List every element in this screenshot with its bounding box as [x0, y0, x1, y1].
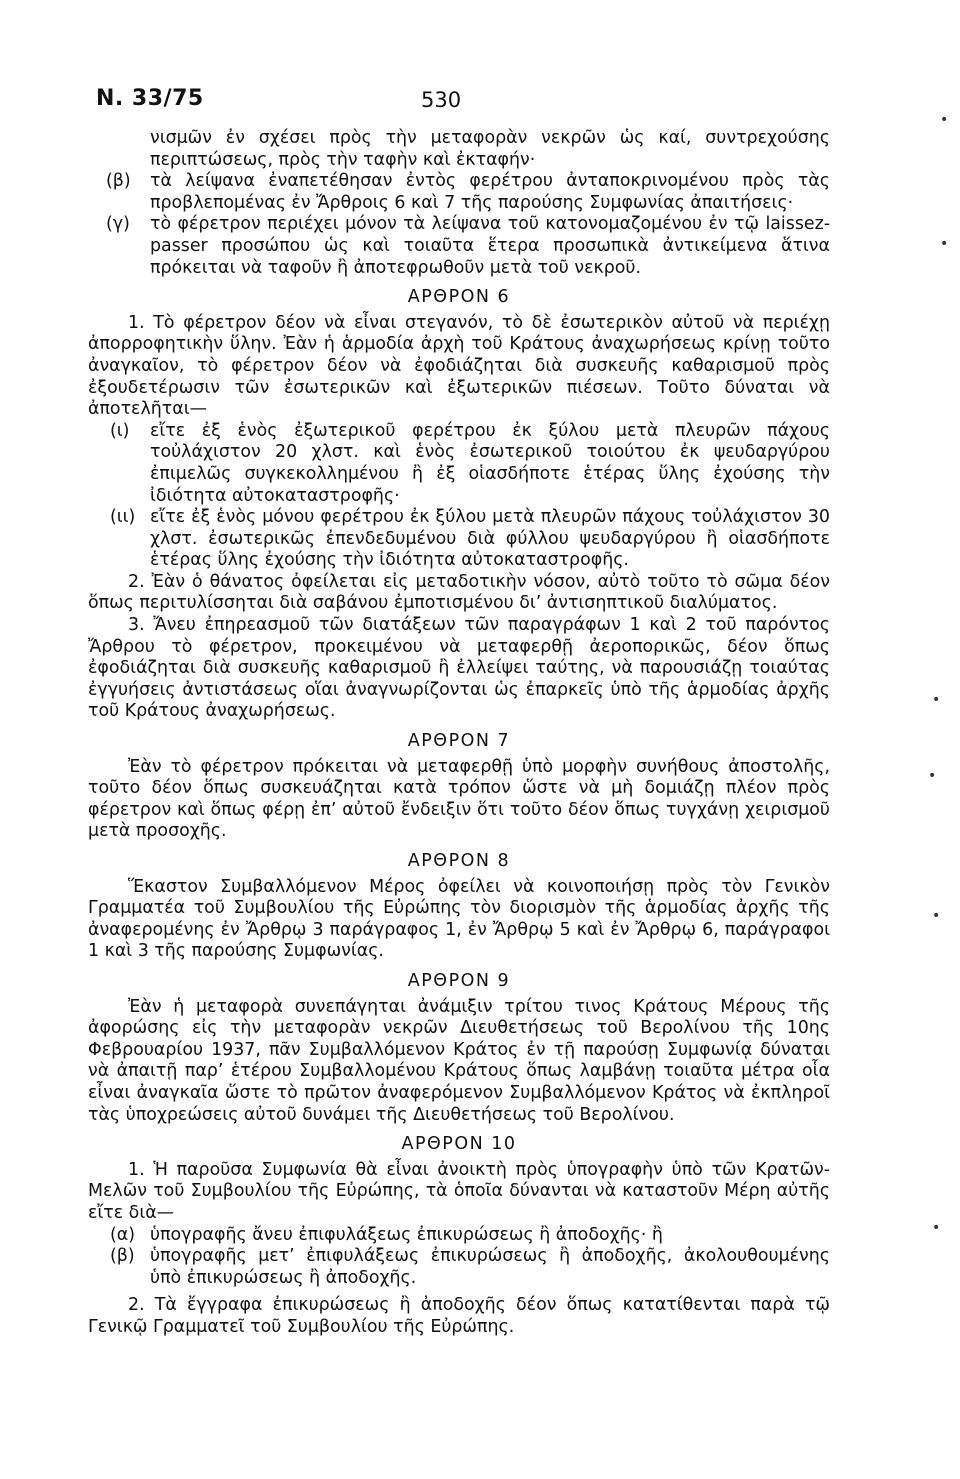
paragraph: 1. Ἡ παροῦσα Συμφωνία θὰ εἶναι ἀνοικτὴ πρὸς ὑπογραφὴν ὑπὸ τῶν Κρατῶν-Μελῶν τοῦ Συμβουλίου τῆς Εὐρώπης, τὰ ὁποῖα δύνανται νὰ καταστοῦν Μέρη αὐτῆς εἴτε διὰ—	[88, 1159, 830, 1223]
scan-mark: •	[940, 112, 949, 128]
list-item	[88, 171, 830, 214]
intro-paragraph: νισμῶν ἐν σχέσει πρὸς τὴν μεταφορὰν νεκρῶν ὡς καί, συντρεχούσης περιπτώσεως, πρὸς τὴν ταφὴν καὶ ἐκταφήν·	[150, 128, 830, 170]
item-text: ὑπογραφῆς ἄνευ ἐπιφυλάξεως ἐπικυρώσεως ἢ ἀποδοχῆς· ἢ	[150, 1224, 663, 1245]
item-label: (β)	[106, 171, 131, 192]
list-item	[88, 1225, 830, 1247]
paragraph: 3. Ἄνευ ἐπηρεασμοῦ τῶν διατάξεων τῶν παραγράφων 1 καὶ 2 τοῦ παρόντος Ἄρθρου τὸ φέρετρον, προκειμένου νὰ μεταφερθῇ ἀεροπορικῶς, δέον ὅπως ἐφοδιάζηται διὰ συσκευῆς καθαρισμοῦ ἢ ἐλλείψει ταύτης, νὰ παρουσιάζῃ τοιαύτας ἐγγυήσεις ἀντιστάσεως οἵαι ἀναγνωρίζονται ὡς ἐπαρκεῖς ὑπὸ τῆς ἁρμοδίας ἀρχῆς τοῦ Κράτους ἀναχωρήσεως.	[88, 615, 830, 722]
document-body	[88, 128, 830, 1338]
item-text: εἴτε ἐξ ἑνὸς μόνου φερέτρου ἐκ ξύλου μετὰ πλευρῶν πάχους τοὐλάχιστον 30 χλστ. ἐσωτερικῶς ἐπενδεδυμένου διὰ φύλλου ψευδαργύρου ἢ οἱασδήποτε ἑτέρας ὕλης ἐχούσης τὴν ἰδιότητα αὐτοκαταστροφῆς.	[150, 507, 830, 571]
article-heading: ΑΡΘΡΟΝ 8	[407, 851, 511, 871]
list-item	[88, 507, 830, 572]
item-label: (β)	[110, 1246, 135, 1267]
article-heading: ΑΡΘΡΟΝ 6	[407, 287, 511, 308]
paragraph: 1. Τὸ φέρετρον δέον νὰ εἶναι στεγανόν, τὸ δὲ ἐσωτερικὸν αὐτοῦ νὰ περιέχῃ ἀπορροφητικὴν ὕλην. Ἐὰν ἡ ἁρμοδία ἀρχὴ τοῦ Κράτους ἀναχωρήσεως κρίνῃ τοῦτο ἀναγκαῖον, τὸ φέρετρον δέον νὰ ἐφοδιάζηται διὰ συσκευῆς καθαρισμοῦ πρὸς ἐξουδετέρωσιν τῶν ἐσωτερικῶν καὶ ἐξωτερικῶν πιέσεων. Τοῦτο δύναται νὰ ἀποτελῆται—	[88, 312, 830, 420]
scan-mark: •	[940, 236, 949, 252]
item-label: (γ)	[106, 214, 130, 235]
list-item	[88, 1246, 830, 1289]
item-text: ὑπογραφῆς μετ’ ἐπιφυλάξεως ἐπικυρώσεως ἢ ἀποδοχῆς, ἀκολουθουμένης ὑπὸ ἐπικυρώσεως ἢ ἀποδοχῆς.	[150, 1246, 830, 1288]
item-label: (ιι)	[110, 507, 136, 528]
scan-mark: •	[932, 1220, 941, 1236]
item-label: (α)	[110, 1224, 136, 1245]
item-text: εἴτε ἐξ ἑνὸς ἐξωτερικοῦ φερέτρου ἐκ ξύλου μετὰ πλευρῶν πάχους τοὐλάχιστον 20 χλστ. καὶ ἑνὸς ἐσωτερικοῦ τοιούτου ἐκ ψευδαργύρου ἐπιμελῶς συγκεκολλημένου ἢ ἐξ οἱασδήποτε ἑτέρας ὕλης ἐχούσης τὴν ἰδιότητα αὐτοκαταστροφῆς·	[150, 420, 830, 506]
page-number: 530	[421, 88, 462, 112]
scan-mark: •	[932, 908, 941, 924]
scan-mark: •	[928, 768, 937, 784]
item-text: τὰ λείψανα ἐναπετέθησαν ἐντὸς φερέτρου ἀνταποκρινομένου πρὸς τὰς προβλεπομένας ἐν Ἄρθροις 6 καὶ 7 τῆς παρούσης Συμφωνίας ἀπαιτήσεις·	[150, 171, 830, 213]
item-text: τὸ φέρετρον περιέχει μόνον τὰ λείψανα τοῦ κατονομαζομένου ἐν τῷ laissez-passer προσώπου ὡς καὶ τοιαῦτα ἕτερα προσωπικὰ ἀντικείμενα ἅτινα πρόκειται νὰ ταφοῦν ἢ ἀποτεφρωθοῦν μετὰ τοῦ νεκροῦ.	[150, 214, 830, 278]
paragraph: Ἕκαστον Συμβαλλόμενον Μέρος ὀφείλει νὰ κοινοποιήσῃ πρὸς τὸν Γενικὸν Γραμματέα τοῦ Συμβουλίου τῆς Εὐρώπης τὸν διορισμὸν τῆς ἁρμοδίας ἀρχῆς τῆς ἀναφερομένης ἐν Ἄρθρῳ 3 παράγραφος 1, ἐν Ἄρθρῳ 5 καὶ ἐν Ἄρθρῳ 6, παράγραφοι 1 καὶ 3 τῆς παρούσης Συμφωνίας.	[88, 876, 830, 962]
paragraph: Ἐὰν τὸ φέρετρον πρόκειται νὰ μεταφερθῇ ὑπὸ μορφὴν συνήθους ἀποστολῆς, τοῦτο δέον ὅπως συσκευάζηται κατὰ τρόπον ὥστε νὰ μὴ δομιάζῃ πλέον πρὸς φέρετρον καὶ ὅπως φέρῃ ἐπ’ αὐτοῦ ἔνδειξιν ὅτι τοῦτο δέον ὅπως τυγχάνῃ χειρισμοῦ μετὰ προσοχῆς.	[88, 756, 830, 842]
paragraph: Ἐὰν ἡ μεταφορὰ συνεπάγηται ἀνάμιξιν τρίτου τινος Κράτους Μέρους τῆς ἀφορώσης εἰς τὴν μεταφορὰν νεκρῶν Διευθετήσεως τοῦ Βερολίνου τῆς 10ης Φεβρουαρίου 1937, πᾶν Συμβαλλόμενον Κράτος ἐν τῇ παρούσῃ Συμφωνίᾳ δύναται νὰ ἀπαιτῇ παρ’ ἑτέρου Συμβαλλομένου Κράτους ὅπως λαμβάνῃ τοιαῦτα μέτρα οἷα εἶναι ἀναγκαῖα ὥστε τὸ πρῶτον ἀναφερόμενον Συμβαλλόμενον Κράτος νὰ ἐκπληροῖ τὰς ὑποχρεώσεις αὐτοῦ δυνάμει τῆς Διευθετήσεως τοῦ Βερολίνου.	[88, 996, 830, 1125]
scan-mark: •	[932, 692, 941, 708]
law-reference: N. 33/75	[96, 86, 204, 111]
paragraph: 2. Ἐὰν ὁ θάνατος ὀφείλεται εἰς μεταδοτικὴν νόσον, αὐτὸ τοῦτο τὸ σῶμα δέον ὅπως περιτυλίσσηται διὰ σαβάνου ἐμποτισμένου δι’ ἀντισηπτικοῦ διαλύματος.	[88, 571, 830, 614]
list-item	[88, 421, 830, 507]
item-label: (ι)	[110, 420, 130, 441]
article-heading: ΑΡΘΡΟΝ 10	[401, 1134, 517, 1155]
paragraph: 2. Τὰ ἔγγραφα ἐπικυρώσεως ἢ ἀποδοχῆς δέον ὅπως κατατίθενται παρὰ τῷ Γενικῷ Γραμματεῖ τοῦ Συμβουλίου τῆς Εὐρώπης.	[88, 1295, 830, 1337]
list-item	[88, 214, 830, 279]
article-heading: ΑΡΘΡΟΝ 7	[407, 731, 511, 752]
article-heading: ΑΡΘΡΟΝ 9	[407, 970, 511, 991]
